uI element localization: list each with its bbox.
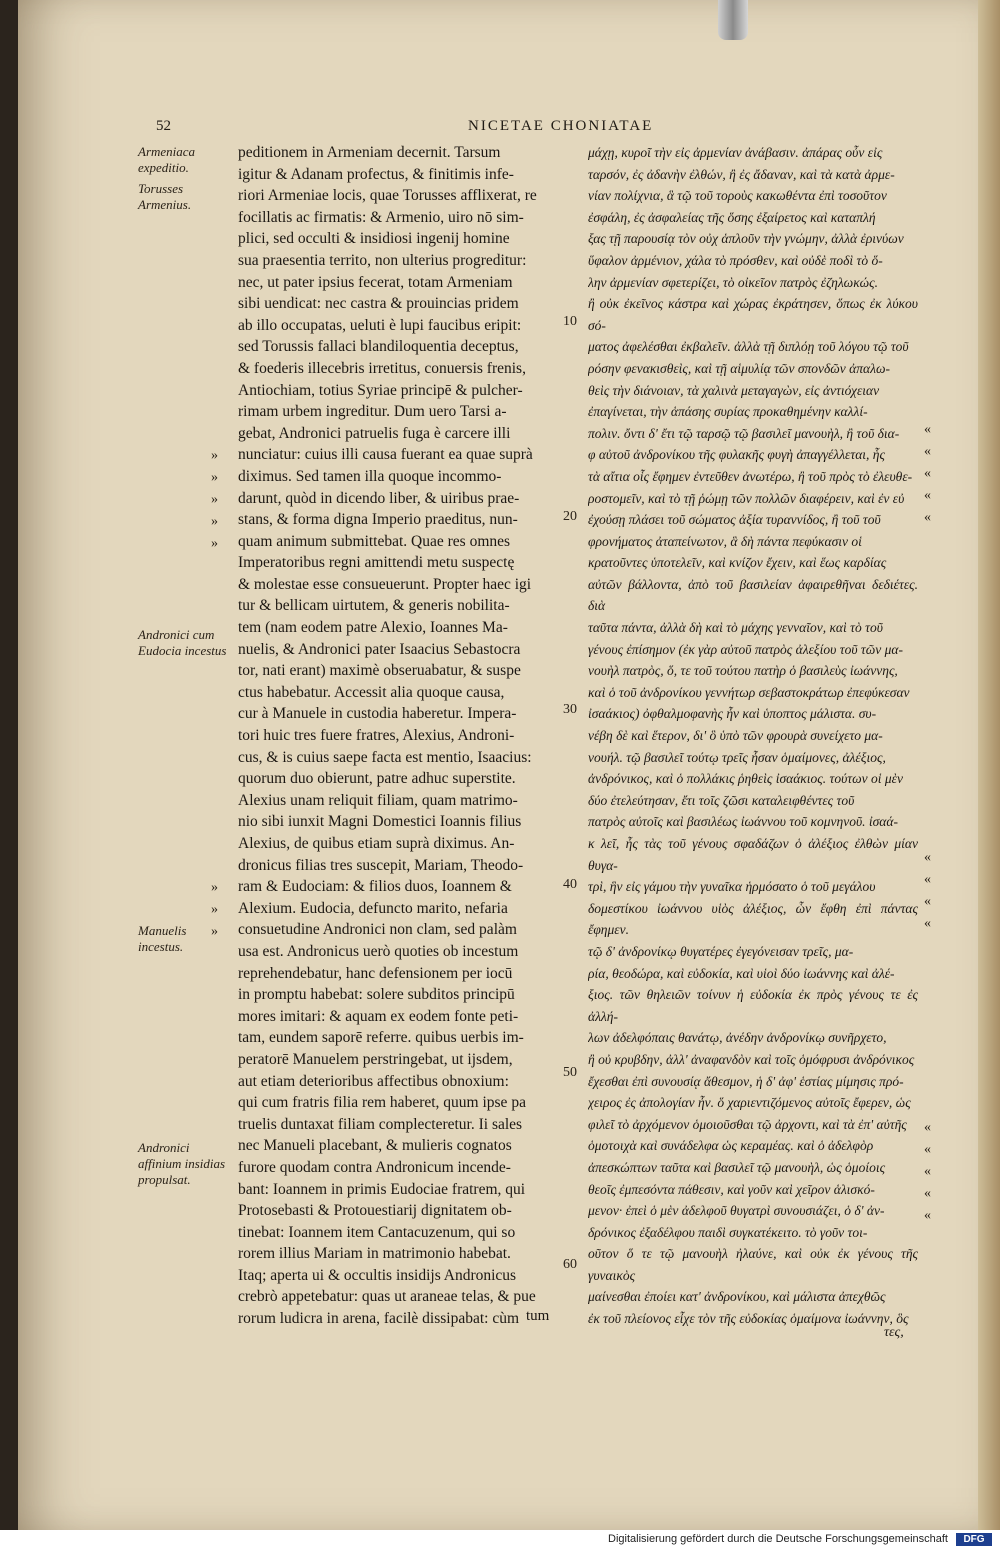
latin-text-line: tori huic tres fuere fratres, Alexius, Androni-: [238, 727, 515, 745]
greek-text-line: δρόνικος ἐξαδέλφου παιδὶ συγκατέκειτο. τὸ γοῦν τοι-: [588, 1224, 868, 1240]
latin-text-line: consuetudine Andronici non clam, sed palàm: [238, 921, 517, 939]
greek-text-line: ὕφαλον ἀρμένιον, χάλα τὸ πρόσθεν, καὶ οὐδὲ ποδὶ τὸ ὅ-: [588, 252, 883, 268]
greek-text-line: νουὴλ πατρὸς, ὅ, τε τοῦ τούτου πατὴρ ὁ βασιλεὺς ἰωάννης,: [588, 663, 898, 679]
latin-text-line: nuelis, & Andronici pater Isaacius Sebastocra: [238, 640, 521, 658]
latin-text-line: nec, ut pater ipsius fecerat, totam Armeniam: [238, 273, 513, 291]
greek-text-line: δύο ἐτελεύτησαν, ἔτι τοῖς ζῶσι καταλειφθέντες τοῦ: [588, 792, 855, 808]
latin-text-line: cur à Manuele in custodia haberetur. Impera-: [238, 705, 517, 723]
binder-clip: [718, 0, 748, 40]
latin-text-line: plici, sed occulti & insidiosi ingenij homine: [238, 230, 510, 248]
greek-text-line: ἐχούσῃ πλάσει τοῦ σώματος ἀξία τυραννίδος, ἢ τοῦ τοῦ: [588, 512, 881, 528]
latin-text-line: tem (nam eodem patre Alexio, Ioannes Ma-: [238, 619, 508, 637]
greek-text-line: ἰσαάκιος) ὀφθαλμοφανὴς ἦν καὶ ὑποπτος μάλιστα. συ-: [588, 706, 877, 722]
greek-text-line: νέβη δὲ καὶ ἕτερον, δι' ὃ ὑπὸ τῶν φρουρὰ συνείχετο μα-: [588, 728, 883, 744]
greek-text-line: χειρος ἐς ἀπολογίαν ἦν. ὅ χαριεντιζόμενος αὐτοῖς ἔφερεν, ὡς: [588, 1095, 911, 1111]
greek-text-line: κρατοῦντες ὑποτελεῖν, καὶ κνίζον ἔχειν, καὶ ἕως καρδίας: [588, 555, 887, 571]
line-number: 50: [563, 1065, 577, 1080]
latin-column: [238, 142, 578, 1327]
marginal-note: Andronici cum Eudocia incestus: [138, 627, 227, 658]
latin-text-line: peratorē Manuelem perstringebat, ut ijsdem,: [238, 1050, 513, 1068]
greek-text-line: θεὶς τὴν διάνοιαν, τὰ χαλινὰ μεταγαγὼν, εἰς ἀντιόχειαν: [588, 382, 880, 398]
latin-text-line: dronicus filias tres suscepit, Mariam, Theodo-: [238, 856, 524, 874]
marginal-note: Torusses Armenius.: [138, 181, 192, 212]
line-number: 30: [563, 702, 577, 717]
line-number: 20: [563, 509, 577, 524]
latin-text-line: darunt, quòd in dicendo liber, & uiribus prae-: [238, 489, 520, 507]
latin-text-line: diximus. Sed tamen illa quoque incommo-: [238, 467, 502, 485]
latin-text-line: tinebat: Ioannem item Cantacuzenum, qui so: [238, 1223, 516, 1241]
greek-text-line: τρὶ, ἣν εἰς γάμου τὴν γυναῖκα ἡρμόσατο ὁ τοῦ μεγάλου: [588, 879, 876, 895]
funding-note: Digitalisierung gefördert durch die Deutsche Forschungsgemeinschaft: [608, 1533, 948, 1545]
latin-text-line: cus, & is cuius saepe facta est mentio, Isaacius:: [238, 748, 532, 766]
latin-text-line: sua praesentia territo, non ulterius progreditur:: [238, 251, 527, 269]
latin-text-line: Alexium. Eudocia, defuncto marito, nefaria: [238, 899, 508, 917]
latin-text-line: truelis duntaxat filiam complecteretur. Ii sales: [238, 1115, 523, 1133]
latin-text-line: sed Torussis fallaci blandiloquentia deceptus,: [238, 338, 519, 356]
greek-text-line: πολιν. ὄντι δ' ἔτι τῷ ταρσῷ τῷ βασιλεῖ μανουὴλ, ἢ τοῦ δια-: [588, 425, 900, 441]
latin-text-line: reprehendebatur, hanc defensionem per iocū: [238, 964, 513, 982]
greek-text-line: ξας τῇ παρουσίᾳ τὸν οὐχ ἁπλοῦν τὴν γνώμην, ἀλλὰ ἐρινύων: [588, 231, 904, 247]
latin-text-line: in promptu habebat: solere subditos principū: [238, 986, 515, 1004]
greek-text-line: θεοῖς ἐμπεσόντα πάθεσιν, καὶ γοῦν καὶ χεῖρον ἁλισκό-: [588, 1181, 875, 1197]
greek-text-line: φρονήματος ἀταπείνωτον, ἃ δὴ πάντα πεφύκασιν οἱ: [588, 533, 862, 549]
latin-text-line: furore quodam contra Andronicum incende-: [238, 1158, 511, 1176]
greek-text-line: φιλεῖ τὸ ἀρχόμενον ὁμοιοῦσθαι τῷ ἀρχοντι, καὶ τὰ ἐπ' αὐτῆς: [588, 1116, 907, 1132]
latin-text-line: rimam urbem ingreditur. Dum uero Tarsi a-: [238, 403, 507, 421]
line-number: 60: [563, 1257, 577, 1272]
latin-text-line: Itaq; aperta ui & occultis insidijs Andronicus: [238, 1266, 517, 1284]
latin-text-line: igitur & Adanam profectus, & finitimis infe-: [238, 165, 514, 183]
latin-text-line: sibi uendicat: nec castra & prouincias pridem: [238, 295, 519, 313]
line-number: 10: [563, 314, 577, 329]
greek-text-line: ρόσην φενακισθεὶς, καὶ τῇ αἱμυλίᾳ τῶν σπονδῶν ἀπαλω-: [588, 360, 890, 376]
latin-text-line: Alexius unam reliquit filiam, quam matrimo-: [238, 791, 518, 809]
running-head: NICETAE CHONIATAE: [468, 118, 654, 134]
latin-text-line: ram & Eudociam: & filios duos, Ioannem &: [238, 878, 512, 896]
latin-text-line: Antiochiam, totius Syriae principē & pulcher-: [238, 381, 523, 399]
latin-text-line: bant: Ioannem in primis Eudociae fratrem, qui: [238, 1180, 526, 1198]
greek-text-line: ξιος. τῶν θηλειῶν τοίνυν ἡ εὐδοκία ἐκ πρὸς γένους τε ἐς ἀλλή-: [588, 987, 918, 1024]
greek-text-line: νουήλ. τῷ βασιλεῖ τούτῳ τρεῖς ἦσαν ὁμαίμονες, ἀλέξιος,: [588, 749, 886, 765]
latin-text-line: qui cum fratris filia rem haberet, quum ipse pa: [238, 1094, 526, 1112]
latin-text-line: tor, nati erant) maximè obseruabatur, & suspe: [238, 662, 521, 680]
greek-text-line: μαίνεσθαι ἐποίει κατ' ἀνδρονίκου, καὶ μάλιστα ἀπεχθῶς: [588, 1289, 886, 1305]
latin-text-line: rorum ludicra in arena, facilè dissipabat: cùm: [238, 1310, 520, 1327]
latin-text-line: nio sibi iunxit Magni Domestici Ioannis filius: [238, 813, 522, 831]
book-page: 52 NICETAE CHONIATAE Armeniaca expeditio. Torusses Armenius. Andronici cum Eudocia incestus Manuelis incestus. Andronici affinium insidias propulsat. peditionem in Armeniam decernit. Tarsum igitur & Adanam profectus, & finitimis infe- riori Armeniae locis, quae Torusses afflixerat, re focillatis ac firmatis: & Armenio, uiro nō sim- plici, sed occulti & insidiosi ingenij homine sua praesentia territo, non ulterius progreditur: nec, ut pater ipsius fecerat, totam Armeniam sibi uendicat: nec castra & prouincias pridem ab illo occupatas, ueluti è lupi faucibus eripit: sed Torussis fallaci blandiloquentia deceptus, & foederis illecebris irretitus, conuersis frenis, Antiochiam, totius Syriae principē & pulcher- rimam urbem ingreditur. Dum uero Tarsi a- gebat, Andronici patruelis fuga è carcere illi nunciatur: cuius illi causa fuerant ea quae suprà diximus. Sed tamen illa quoque incommo- darunt, quòd in dicendo liber, & uiribus prae- stans, & forma digna Imperio praeditus, nun- quam animum submittebat. Quae res omnes Imperatoribus regni amittendi metu suspectę & molestae esse consueuerunt. Propter haec igi tur & bellicam uirtutem, & generis nobilita- tem (nam eodem patre Alexio, Ioannes Ma- nuelis, & Andronici pater Isaacius Sebastocra tor, nati erant) maximè obseruabatur, & suspe ctus habebatur. Accessit alia quoque causa, cur à Manuele in custodia haberetur. Impera- tori huic tres fuere fratres, Alexius, Androni- cus, & is cuius saepe facta est mentio, Isaacius: quorum duo obierunt, patre adhuc superstite. Alexius unam reliquit filiam, quam matrimo- nio sibi iunxit Magni Domestici Ioannis filius Alexius, de quibus etiam suprà diximus. An- dronicus filias tres suscepit, Mariam, Theodo- ram & Eudociam: & filios duos, Ioannem & Alexium. Eudocia, defuncto marito, nefaria consuetudine Andronici non clam, sed palàm usa est. Andronicus uerò quoties ob incestum reprehendebatur, hanc defensionem per iocū in promptu habebat: solere subditos principū mores imitari: & aquam ex eodem fonte peti- tam, eundem saporē referre. quibus uerbis im- peratorē Manuelem perstringebat, ut ijsdem, aut etiam deterioribus affectibus obnoxium: qui cum fratris filia rem haberet, quum ipse pa truelis duntaxat filiam complecteretur. Ii sales nec Manueli placebant, & mulieris cognatos furore quodam contra Andronicum incende- bant: Ioannem in primis Eudociae fratrem, qui Protosebasti & Protouestiarij dignitatem ob- tinebat: Ioannem item Cantacuzenum, qui so rorem illius Mariam in matrimonio habebat. Itaq; aperta ui & occultis insidijs Andronicus crebrò appetebatur: quas ut araneae telas, & pue rorum ludicra in arena, facilè dissipabat: cùm 10 20 30 40 50 60 μάχῃ, κυροῖ τὴν εἰς ἀρμενίαν ἀνάβασιν. ἀπάρας οὖν εἰς ταρσόν, ἐς ἀδανὴν ἐλθών, ἢ ἐς ἄδαναν, καὶ τὰ κατὰ ἀρμε- νίαν πολίχνια, ἃ τῷ τοῦ τοροὺς κακωθέντα ἐπὶ τοσοῦτον ἐσφάλη, ἐς ἀσφαλείας τῆς ὅσης ἐξαίρετος καὶ καταπλή ξας τῇ παρουσίᾳ τὸν οὐχ ἁπλοῦν τὴν γνώμην, ἀλλὰ ἐρινύων ὕφαλον ἀρμένιον, χάλα τὸ πρόσθεν, καὶ οὐδὲ ποδὶ τὸ ὅ- λην ἀρμενίαν σφετερίζει, τὸ οἰκεῖον πατρὸς ἐζηλωκώς. ἢ οὐκ ἐκεῖνος κάστρα καὶ χώρας ἐκράτησεν, ὅπως ἐκ λύκου σό- ματος ἀφελέσθαι ἐκβαλεῖν. ἀλλὰ τῇ διπλόῃ τοῦ λόγου τῷ τοῦ ρόσην φενακισθεὶς, καὶ τῇ αἱμυλίᾳ τῶν σπονδῶν ἀπαλω- θεὶς τὴν διάνοιαν, τὰ χαλινὰ μεταγαγὼν, εἰς ἀντιόχειαν ἐπαγίνεται, τὴν ἁπάσης συρίας προκαθημένην καλλί- πολιν. ὄντι δ' ἔτι τῷ ταρσῷ τῷ βασιλεῖ μανουὴλ, ἢ τοῦ δια- φ αὐτοῦ ἀνδρονίκου τῆς φυλακῆς φυγὴ ἀπαγγέλλεται, ἧς τὰ αἴτια οἷς ἔφημεν ἐντεῦθεν ἀνωτέρω, ἢ τοῦ πρὸς τὸ ἐλευθε- ροστομεῖν, καὶ τὸ τῇ ῥώμῃ τῶν πολλῶν διαφέρειν, καὶ ἐν εὐ ἐχούσῃ πλάσει τοῦ σώματος ἀξία τυραννίδος, ἢ τοῦ τοῦ φρονήματος ἀταπείνωτον, ἃ δὴ πάντα πεφύκασιν οἱ κρατοῦντες ὑποτελεῖν, καὶ κνίζον ἔχειν, καὶ ἕως καρδίας αὐτῶν βάλλοντα, ἀπὸ τοῦ βασιλείαν ἀφαιρεθῆναι δεδιέτες. διὰ ταῦτα πάντα, ἀλλὰ δὴ καὶ τὸ μάχης γενναῖον, καὶ τὸ τοῦ γένους ἐπίσημον (ἐκ γὰρ αὐτοῦ πατρὸς ἀλεξίου τοῦ τῶν μα- νουὴλ πατρὸς, ὅ, τε τοῦ τούτου πατὴρ ὁ βασιλεὺς ἰωάννης, καὶ ὁ τοῦ ἀνδρονίκου γεννήτωρ σεβαστοκράτωρ ἐπεφύκεσαν ἰσαάκιος) ὀφθαλμοφανὴς ἦν καὶ ὑποπτος μάλιστα. συ- νέβη δὲ καὶ ἕτερον, δι' ὃ ὑπὸ τῶν φρουρὰ συνείχετο μα- νουήλ. τῷ βασιλεῖ τούτῳ τρεῖς ἦσαν ὁμαίμονες, ἀλέξιος, ἀνδρόνικος, καὶ ὁ πολλάκις ῥηθεὶς ἰσαάκιος. τούτων οἱ μὲν δύο ἐτελεύτησαν, ἔτι τοῖς ζῶσι καταλειφθέντες τοῦ πατρὸς αὐτοῖς καὶ βασιλέως ἰωάννου τοῦ κομνηνοῦ. ἰσαά- κ λεῖ, ἦς τὰς τοῦ γένους σφαδάζων ὁ ἀλέξιος ἐλθὼν μίαν θυγα- τρὶ, ἣν εἰς γάμου τὴν γυναῖκα ἡρμόσατο ὁ τοῦ μεγάλου δομεστίκου ἰωάννου υἱὸς ἀλέξιος, ὧν ἔφθη ἐπὶ πάντας ἔφημεν. τῷ δ' ἀνδρονίκῳ θυγατέρες ἐγεγόνεισαν τρεῖς, μα- ρία, θεοδώρα, καὶ εὐδοκία, καὶ υἱοὶ δύο ἰωάννης καὶ ἀλέ- ξιος. τῶν θηλειῶν τοίνυν ἡ εὐδοκία ἐκ πρὸς γένους τε ἐς ἀλλή- λων ἀδελφόπαις θανάτῳ, ἀνέδην ἀνδρονίκῳ συνῆρχετο, ἢ οὐ κρυβδην, ἀλλ' ἀναφανδὸν καὶ τοῖς ὁμόφρυσι ἀνδρόνικος ἔχεσθαι ἐπὶ συνουσίᾳ ἄθεσμον, ἡ δ' ἀφ' ἑστίας μίμησις πρό- χειρος ἐς ἀπολογίαν ἦν. ὅ χαριεντιζόμενος αὐτοῖς ἔφερεν, ὡς φιλεῖ τὸ ἀρχόμενον ὁμοιοῦσθαι τῷ ἀρχοντι, καὶ τὰ ἐπ' αὐτῆς ὁμοτοιχὰ καὶ συνάδελφα ὡς κεραμέας. καὶ ὁ ἀδελφὸρ ἀπεσκώπτων ταῦτα καὶ βασιλεῖ τῷ μανουὴλ, ὡς ὁμοίοις θεοῖς ἐμπεσόντα πάθεσιν, καὶ γοῦν καὶ χεῖρον ἁλισκό- μενον· ἐπεὶ ὁ μὲν ἀδελφοῦ θυγατρὶ συνουσιάζει, ὁ δ' ἀν- δρόνικος ἐξαδέλφου παιδὶ συγκατέκειτο. τὸ γοῦν τοι- οῦτον ὅ τε τῷ μανουὴλ ἠλαύνε, καὶ οὐκ ἐκ γένους τῆς γυναικὸς μαίνεσθαι ἐποίει κατ' ἀνδρονίκου, καὶ μάλιστα ἀπεχθῶς ἐκ τοῦ πλείονος εἶχε τὸν τῆς εὐδοκίας ὁμαίμονα ἰωάννην, ὃς » » » » » » » » « « « « « « « « « « « « « « tum τες,: [18, 0, 1000, 1530]
greek-text-line: οῦτον ὅ τε τῷ μανουὴλ ἠλαύνε, καὶ οὐκ ἐκ γένους τῆς γυναικὸς: [588, 1246, 918, 1283]
greek-text-line: νίαν πολίχνια, ἃ τῷ τοῦ τοροὺς κακωθέντα ἐπὶ τοσοῦτον: [588, 188, 887, 204]
greek-text-line: ἢ οὐκ ἐκεῖνος κάστρα καὶ χώρας ἐκράτησεν, ὅπως ἐκ λύκου σό-: [588, 296, 918, 333]
greek-text-line: ἐσφάλη, ἐς ἀσφαλείας τῆς ὅσης ἐξαίρετος καὶ καταπλή: [588, 209, 876, 225]
latin-text-line: tam, eundem saporē referre. quibus uerbis im-: [238, 1029, 524, 1047]
latin-catchword: tum: [526, 1308, 550, 1324]
digitization-footer: [0, 1530, 1000, 1550]
latin-text-line: Protosebasti & Protouestiarij dignitatem ob-: [238, 1202, 512, 1220]
greek-text-line: καὶ ὁ τοῦ ἀνδρονίκου γεννήτωρ σεβαστοκράτωρ ἐπεφύκεσαν: [588, 684, 910, 700]
greek-text-line: αὐτῶν βάλλοντα, ἀπὸ τοῦ βασιλείαν ἀφαιρεθῆναι δεδιέτες. διὰ: [588, 576, 918, 614]
greek-text-line: τὰ αἴτια οἷς ἔφημεν ἐντεῦθεν ἀνωτέρω, ἢ τοῦ πρὸς τὸ ἐλευθε-: [588, 468, 913, 484]
latin-text-line: Alexius, de quibus etiam suprà diximus. An-: [238, 835, 515, 852]
latin-text-line: nec Manueli placebant, & mulieris cognatos: [238, 1137, 512, 1155]
page-number: 52: [156, 118, 171, 134]
greek-text-line: ταρσόν, ἐς ἀδανὴν ἐλθών, ἢ ἐς ἄδαναν, καὶ τὰ κατὰ ἀρμε-: [588, 166, 895, 182]
latin-text-line: crebrò appetebatur: quas ut araneae telas, & pue: [238, 1288, 536, 1306]
latin-text-line: ctus habebatur. Accessit alia quoque causa,: [238, 683, 505, 701]
latin-text-line: Imperatoribus regni amittendi metu suspectę: [238, 554, 515, 572]
latin-text-line: tur & bellicam uirtutem, & generis nobilita-: [238, 597, 510, 615]
latin-text-line: gebat, Andronici patruelis fuga è carcere illi: [238, 424, 511, 442]
greek-column: [588, 142, 918, 1327]
greek-text-line: ἀπεσκώπτων ταῦτα καὶ βασιλεῖ τῷ μανουὴλ, ὡς ὁμοίοις: [588, 1159, 886, 1175]
latin-text-line: usa est. Andronicus uerò quoties ob incestum: [238, 942, 519, 960]
latin-text-line: aut etiam deterioribus affectibus obnoxium:: [238, 1072, 509, 1090]
greek-text-line: ἢ οὐ κρυβδην, ἀλλ' ἀναφανδὸν καὶ τοῖς ὁμόφρυσι ἀνδρόνικος: [588, 1051, 915, 1067]
marginal-note: Andronici affinium insidias propulsat.: [138, 1140, 226, 1187]
latin-text-line: peditionem in Armeniam decernit. Tarsum: [238, 144, 501, 161]
page-edge: [978, 0, 1000, 1530]
latin-text-line: rorem illius Mariam in matrimonio habebat.: [238, 1245, 511, 1263]
greek-text-line: δομεστίκου ἰωάννου υἱὸς ἀλέξιος, ὧν ἔφθη ἐπὶ πάντας ἔφημεν.: [588, 900, 918, 938]
greek-text-line: κ λεῖ, ἦς τὰς τοῦ γένους σφαδάζων ὁ ἀλέξιος ἐλθὼν μίαν θυγα-: [588, 836, 918, 873]
latin-text-line: & molestae esse consueuerunt. Propter haec igi: [238, 575, 532, 593]
greek-text-line: γένους ἐπίσημον (ἐκ γὰρ αὐτοῦ πατρὸς ἀλεξίου τοῦ τῶν μα-: [588, 641, 903, 657]
greek-text-line: ἐπαγίνεται, τὴν ἁπάσης συρίας προκαθημένην καλλί-: [588, 404, 868, 420]
latin-text-line: quam animum submittebat. Quae res omnes: [238, 532, 511, 550]
greek-text-line: λων ἀδελφόπαις θανάτῳ, ἀνέδην ἀνδρονίκῳ συνῆρχετο,: [588, 1030, 887, 1046]
greek-text-line: ταῦτα πάντα, ἀλλὰ δὴ καὶ τὸ μάχης γενναῖον, καὶ τὸ τοῦ: [588, 620, 883, 636]
greek-text-line: ματος ἀφελέσθαι ἐκβαλεῖν. ἀλλὰ τῇ διπλόῃ τοῦ λόγου τῷ τοῦ: [588, 339, 909, 355]
greek-text-line: ρία, θεοδώρα, καὶ εὐδοκία, καὶ υἱοὶ δύο ἰωάννης καὶ ἀλέ-: [588, 965, 895, 981]
greek-text-line: μάχῃ, κυροῖ τὴν εἰς ἀρμενίαν ἀνάβασιν. ἀπάρας οὖν εἰς: [588, 145, 883, 160]
latin-text-line: ab illo occupatas, ueluti è lupi faucibus eripit:: [238, 316, 522, 334]
greek-text-line: ἔχεσθαι ἐπὶ συνουσίᾳ ἄθεσμον, ἡ δ' ἀφ' ἑστίας μίμησις πρό-: [588, 1073, 904, 1089]
latin-text-line: focillatis ac firmatis: & Armenio, uiro nō sim-: [238, 208, 524, 226]
greek-text-line: ροστομεῖν, καὶ τὸ τῇ ῥώμῃ τῶν πολλῶν διαφέρειν, καὶ ἐν εὐ: [588, 490, 905, 506]
latin-text-line: riori Armeniae locis, quae Torusses afflixerat, re: [238, 187, 537, 205]
latin-text-line: quorum duo obierunt, patre adhuc superstite.: [238, 770, 516, 788]
latin-text-line: & foederis illecebris irretitus, conuersis frenis,: [238, 359, 526, 377]
dfg-logo: DFG: [956, 1533, 992, 1546]
greek-catchword: τες,: [884, 1325, 904, 1340]
latin-text-line: mores imitari: & aquam ex eodem fonte peti-: [238, 1007, 519, 1025]
greek-text-line: μενον· ἐπεὶ ὁ μὲν ἀδελφοῦ θυγατρὶ συνουσιάζει, ὁ δ' ἀν-: [588, 1203, 885, 1219]
greek-text-line: τῷ δ' ἀνδρονίκῳ θυγατέρες ἐγεγόνεισαν τρεῖς, μα-: [588, 943, 854, 959]
greek-text-line: ὁμοτοιχὰ καὶ συνάδελφα ὡς κεραμέας. καὶ ὁ ἀδελφὸρ: [588, 1138, 874, 1154]
greek-text-line: ἀνδρόνικος, καὶ ὁ πολλάκις ῥηθεὶς ἰσαάκιος. τούτων οἱ μὲν: [588, 771, 903, 787]
greek-text-line: πατρὸς αὐτοῖς καὶ βασιλέως ἰωάννου τοῦ κομνηνοῦ. ἰσαά-: [588, 814, 898, 830]
latin-text-line: stans, & forma digna Imperio praeditus, nun-: [238, 511, 518, 529]
greek-text-line: λην ἀρμενίαν σφετερίζει, τὸ οἰκεῖον πατρὸς ἐζηλωκώς.: [588, 274, 878, 290]
line-number: 40: [563, 877, 577, 892]
greek-text-line: ἐκ τοῦ πλείονος εἶχε τὸν τῆς εὐδοκίας ὁμαίμονα ἰωάννην, ὃς: [588, 1311, 909, 1327]
marginal-note: Manuelis incestus.: [138, 923, 187, 954]
latin-text-line: nunciatur: cuius illi causa fuerant ea quae suprà: [238, 446, 533, 464]
greek-text-line: φ αὐτοῦ ἀνδρονίκου τῆς φυλακῆς φυγὴ ἀπαγγέλλεται, ἧς: [588, 447, 885, 463]
marginal-note: Armeniaca expeditio.: [138, 144, 196, 175]
